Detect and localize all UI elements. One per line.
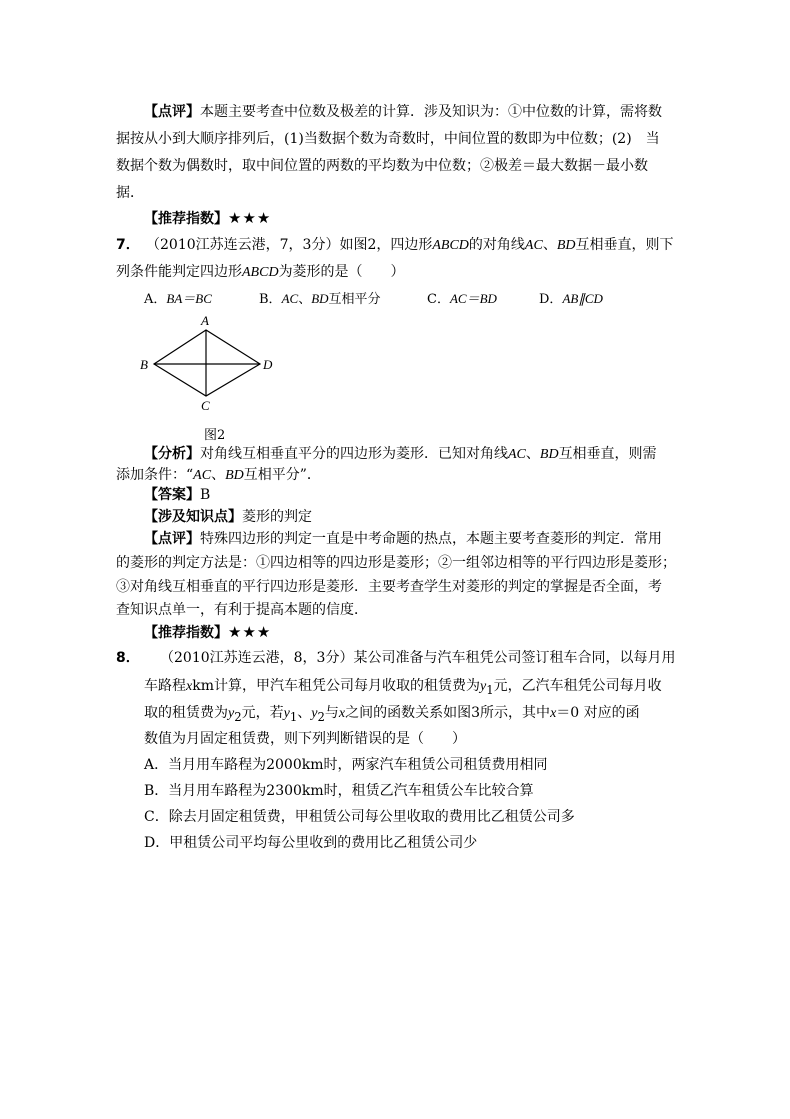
question-7-line-1: （2010江苏连云港，7，3分）如图2，四边形ABCD的对角线AC、BD互相垂直，则下 [146, 237, 674, 253]
q8-option-a: A．当月用车路程为2000km时，两家汽车租赁公司租赁费用相同 [144, 757, 548, 773]
question-7-line-2: 列条件能判定四边形ABCD为菱形的是（ ） [116, 264, 405, 280]
q8-option-d: D．甲租赁公司平均每公里收到的费用比乙租赁公司少 [144, 835, 478, 851]
rhombus-figure [136, 312, 286, 420]
knowledge-line: 【涉及知识点】菱形的判定 [144, 509, 312, 525]
comment-line-1: 【点评】本题主要考查中位数及极差的计算．涉及知识为：①中位数的计算，需将数 [144, 104, 662, 120]
figure-2-caption: 图2 [204, 428, 226, 443]
question-8-line-3: 取的租赁费为$y_2$元，若$y_1$、$y_2$与x之间的函数关系如图3所示，其中x＝0 对应的函 [144, 705, 640, 724]
vertex-c-label: C [201, 398, 210, 413]
comment-line-2: 据按从小到大顺序排列后，(1)当数据个数为奇数时，中间位置的数即为中位数；(2) 当 [116, 131, 660, 147]
q7-option-c: C．AC＝BD [427, 291, 497, 307]
q8-option-b: B．当月用车路程为2300km时，租赁乙汽车租赁公车比较合算 [144, 783, 534, 799]
comment-label: 【点评】 [144, 104, 200, 120]
q7-comment-line-1: 【点评】特殊四边形的判定一直是中考命题的热点，本题主要考查菱形的判定．常用 [144, 531, 662, 547]
comment-line-4: 据． [116, 185, 144, 201]
question-7-number: 7． [116, 237, 140, 253]
q7-comment-line-4: 查知识点单一，有利于提高本题的信度． [116, 602, 368, 618]
question-8-line-2: 车路程xkm计算，甲汽车租凭公司每月收取的租赁费为$y_1$元，乙汽车租凭公司每月收 [144, 678, 662, 697]
question-8-line-1: （2010江苏连云港，8，3分）某公司准备与汽车租凭公司签订租车合同，以每月用 [160, 650, 676, 666]
question-8-number: 8． [116, 650, 140, 666]
q7-option-b: B．AC、BD互相平分 [259, 291, 381, 307]
comment-line-3: 数据个数为偶数时，取中间位置的两数的平均数为中位数；②极差＝最大数据－最小数 [116, 158, 648, 174]
analysis-line-1: 【分析】对角线互相垂直平分的四边形为菱形．已知对角线AC、BD互相垂直，则需 [144, 446, 657, 462]
vertex-a-label: A [201, 313, 209, 328]
q7-comment-line-2: 的菱形的判定方法是：①四边相等的四边形是菱形；②一组邻边相等的平行四边形是菱形； [116, 555, 676, 571]
recommend-line: 【推荐指数】★★★ [144, 209, 272, 227]
vertex-b-label: B [140, 357, 148, 372]
q7-option-d: D．AB∥CD [539, 291, 603, 307]
q8-option-c: C．除去月固定租赁费，甲租赁公司每公里收取的费用比乙租赁公司多 [144, 809, 575, 825]
q7-option-a: A．BA＝BC [144, 291, 212, 307]
vertex-d-label: D [263, 357, 273, 372]
rhombus-outline [154, 330, 260, 396]
question-8-line-4: 数值为月固定租赁费，则下列判断错误的是（ ） [144, 731, 466, 747]
star-rating-icon: ★★★ [228, 623, 272, 641]
q7-recommend-line: 【推荐指数】★★★ [144, 623, 272, 641]
answer-line: 【答案】B [144, 487, 211, 503]
q7-comment-line-3: ③对角线互相垂直的平行四边形是菱形．主要考查学生对菱形的判定的掌握是否全面，考 [116, 579, 662, 595]
star-rating-icon: ★★★ [228, 209, 272, 227]
analysis-line-2: 添加条件：“AC、BD互相平分”． [116, 467, 321, 483]
